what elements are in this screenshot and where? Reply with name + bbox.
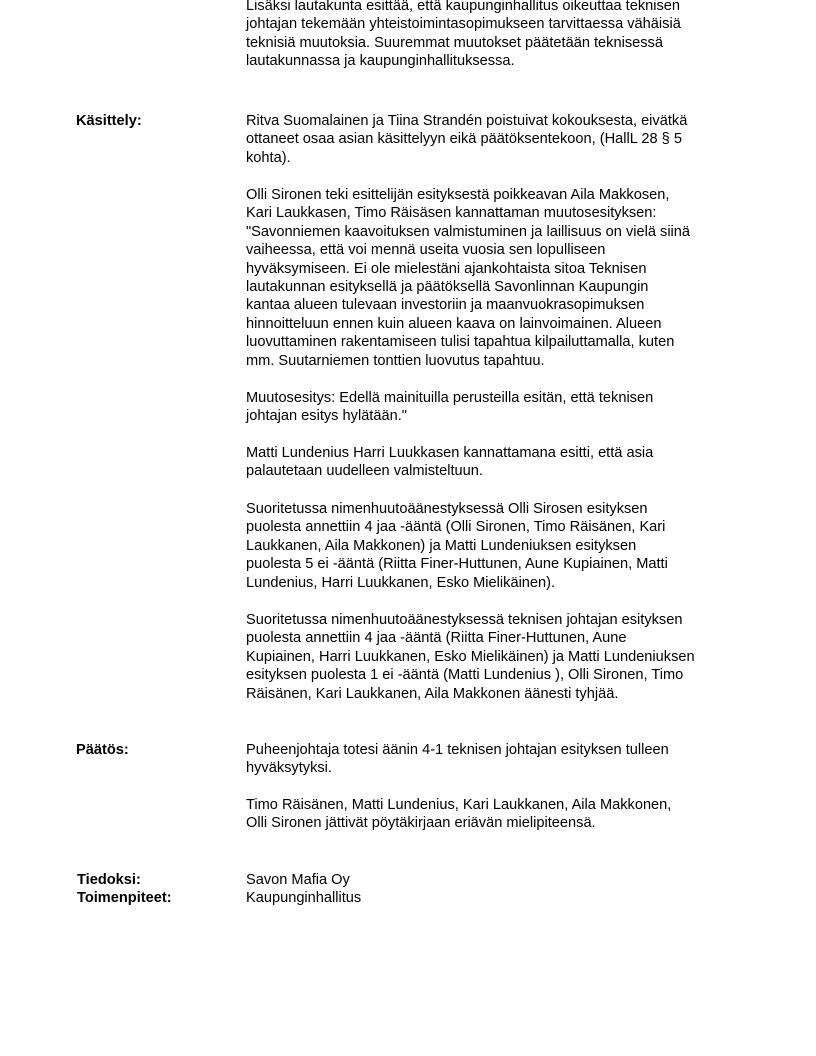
toimenpiteet-value: Kaupunginhallitus [246, 890, 362, 906]
text-line: kantaa alueen tulevaan investoriin ja maanvuokrasopimuksen [246, 297, 645, 314]
paatos-label: Päätös: [76, 742, 129, 758]
text-line: hyväksymiseen. Ei ole mielestäni ajankohtaista sitoa Teknisen [246, 260, 647, 277]
intro-line: Lisäksi lautakunta esittää, että kaupunginhallitus oikeuttaa teknisen [246, 0, 681, 14]
text-line: Suoritetussa nimenhuutoäänestyksessä Olli Sirosen esityksen [246, 501, 648, 517]
text-line: vaiheessa, että voi mennä useita vuosia sen lopulliseen [246, 242, 606, 259]
text-line: lautakunnan esityksellä ja päätöksellä Savonlinnan Kaupungin [246, 279, 649, 296]
text-line: mm. Suutarniemen tonttien luovutus tapahtuu. [246, 352, 545, 369]
kasittely-paragraph-2 [246, 186, 746, 370]
kasittely-paragraph-5 [246, 500, 746, 592]
intro-line: lautakunnassa ja kaupunginhallituksessa. [246, 53, 515, 70]
text-line: Kari Laukkasen, Timo Räisäsen kannattaman muutosesityksen: [246, 205, 657, 222]
text-line: kohta). [246, 149, 291, 166]
text-line: puolesta annettiin 4 jaa -ääntä (Riitta Finer-Huttunen, Aune [246, 630, 627, 647]
kasittely-label: Käsittely: [76, 113, 142, 129]
text-line: Kupiainen, Harri Luukkanen, Esko Mielikäinen) ja Matti Lundeniuksen [246, 648, 695, 665]
text-line: Räisänen, Kari Laukkanen, Aila Makkonen äänesti tyhjää. [246, 685, 619, 702]
text-line: ottaneet osaa asian käsittelyyn eikä päätöksentekoon, (HallL 28 § 5 [246, 131, 682, 148]
text-line: johtajan esitys hylätään." [246, 408, 407, 425]
tiedoksi-label: Tiedoksi: [77, 872, 141, 888]
text-line: Puheenjohtaja totesi äänin 4-1 teknisen johtajan esityksen tulleen [246, 742, 669, 758]
text-line: hinnoitteluun ennen kuin alueen kaava on lainvoimainen. Alueen [246, 315, 662, 332]
text-line: luovuttaminen rakentamiseen tulisi tapahtua kilpailuttamalla, kuten [246, 334, 675, 351]
text-line: Olli Sironen teki esittelijän esityksestä poikkeavan Aila Makkosen, [246, 187, 670, 203]
text-line: puolesta 5 ei -ääntä (Riitta Finer-Huttunen, Aune Kupiainen, Matti [246, 556, 668, 573]
text-line: Suoritetussa nimenhuutoäänestyksessä teknisen johtajan esityksen [246, 612, 683, 628]
text-line: Muutosesitys: Edellä mainituilla perusteilla esitän, että teknisen [246, 390, 654, 406]
kasittely-paragraph-3 [246, 389, 746, 426]
text-line: Lundenius, Harri Luukkanen, Esko Mielikäinen). [246, 574, 556, 591]
paatos-paragraph-2 [246, 796, 746, 833]
text-line: esityksen puolesta 1 ei -ääntä (Matti Lundenius ), Olli Sironen, Timo [246, 667, 684, 684]
kasittely-paragraph-1 [246, 112, 746, 167]
text-line: puolesta annettiin 4 jaa -ääntä (Olli Sironen, Timo Räisänen, Kari [246, 519, 666, 536]
tiedoksi-value: Savon Mafia Oy [246, 872, 350, 888]
intro-line: johtajan tekemään yhteistoimintasopimukseen tarvittaessa vähäisiä [246, 16, 681, 33]
intro-line: teknisiä muutoksia. Suuremmat muutokset päätetään teknisessä [246, 34, 663, 51]
text-line: "Savonniemen kaavoituksen valmistuminen ja laillisuus on vielä siinä [246, 223, 691, 240]
text-line: palautetaan uudelleen valmisteltuun. [246, 463, 483, 480]
text-line: Laukkanen, Aila Makkonen) ja Matti Lundeniuksen esityksen [246, 537, 637, 554]
kasittely-paragraph-6 [246, 611, 746, 703]
text-line: Ritva Suomalainen ja Tiina Strandén poistuivat kokouksesta, eivätkä [246, 113, 688, 129]
text-line: Olli Sironen jättivät pöytäkirjaan eriävän mielipiteensä. [246, 815, 596, 832]
text-line: Timo Räisänen, Matti Lundenius, Kari Laukkanen, Aila Makkonen, [246, 797, 672, 813]
intro-paragraph [246, 0, 746, 71]
text-line: Matti Lundenius Harri Luukkasen kannattamana esitti, että asia [246, 445, 654, 461]
text-line: hyväksytyksi. [246, 760, 332, 777]
kasittely-paragraph-4 [246, 444, 746, 481]
toimenpiteet-label: Toimenpiteet: [77, 890, 172, 906]
paatos-paragraph-1 [246, 741, 746, 778]
